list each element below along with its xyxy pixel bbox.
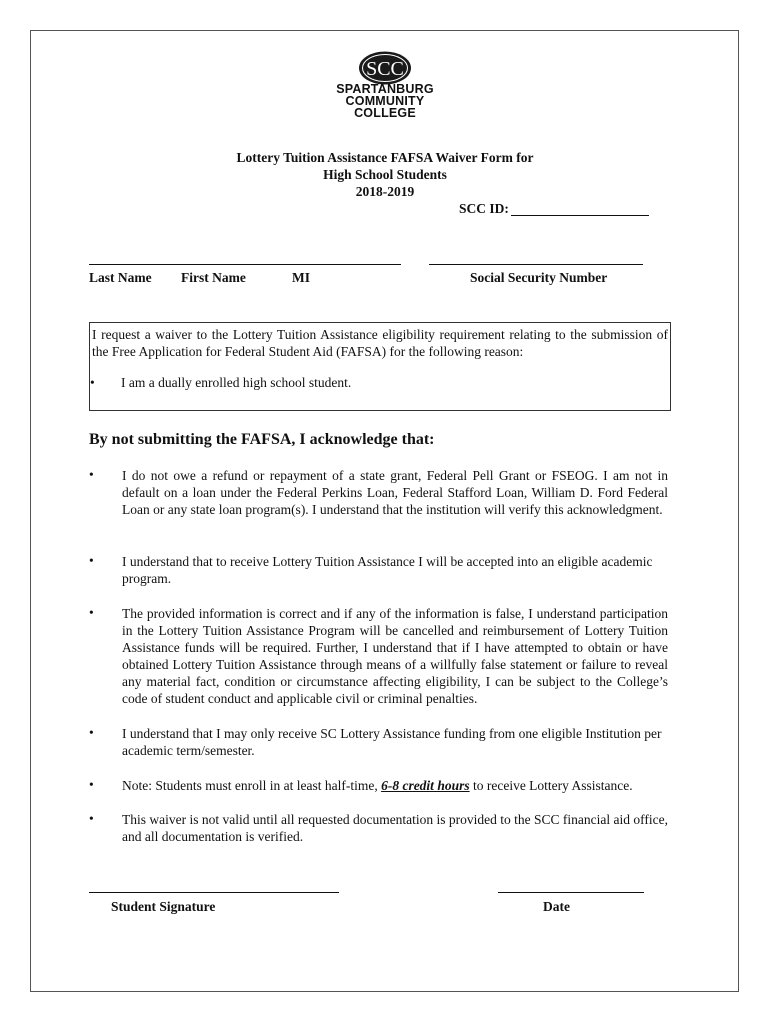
ssn-label: Social Security Number — [470, 270, 608, 285]
acknowledge-note — [122, 777, 668, 794]
bullet-icon: • — [89, 605, 94, 620]
acknowledge-item-2: I understand that to receive Lottery Tuition Assistance I will be accepted into an eligible academic program. — [122, 554, 653, 586]
bullet-icon: • — [90, 375, 95, 390]
mi-label: MI — [292, 270, 310, 285]
first-name-label: First Name — [181, 270, 246, 285]
form-title-line-1: Lottery Tuition Assistance FAFSA Waiver Form for — [236, 150, 534, 165]
acknowledge-item-4: I understand that I may only receive SC Lottery Assistance funding from one eligible Institution per academic term/semester. — [122, 726, 662, 758]
logo-line-2: COMMUNITY — [345, 94, 425, 108]
acknowledge-heading: By not submitting the FAFSA, I acknowledge that: — [89, 431, 435, 448]
form-title-line-2: High School Students — [323, 167, 447, 182]
ssn-field-line[interactable] — [429, 264, 643, 265]
logo-line-3: COLLEGE — [354, 106, 416, 120]
form-title-line-3: 2018-2019 — [355, 184, 415, 199]
scc-id-field[interactable] — [511, 215, 649, 216]
date-line[interactable] — [498, 892, 644, 893]
scc-id-label: SCC ID: — [459, 201, 509, 216]
bullet-icon: • — [89, 467, 94, 482]
acknowledge-item-3: The provided information is correct and if any of the information is false, I understand participation in the Lottery Tuition Assistance Program will be cancelled and reimbursement of Lottery Tuition Assistance funds will be required. Further, I understand that if I have attempted to obtain or have obtained Lottery Tuition Assistance through means of a willfully false statement or failure to reveal any material fact, condition or circumstance affecting eligibility, I can be subject to the College’s code of student conduct and applicable civil or criminal penalties. — [122, 606, 668, 706]
svg-text:SCC: SCC — [366, 58, 404, 80]
note-prefix: Note: Students must enroll in at least half-time, — [122, 778, 382, 793]
bullet-icon: • — [89, 725, 94, 740]
waiver-request-text: I request a waiver to the Lottery Tuition Assistance eligibility requirement relating to the submission of the Free Application for Federal Student Aid (FAFSA) for the following reason: — [92, 327, 668, 359]
bullet-icon: • — [89, 553, 94, 568]
waiver-reason: I am a dually enrolled high school student. — [121, 375, 352, 390]
student-signature-label: Student Signature — [111, 899, 216, 914]
scc-monogram-icon — [325, 50, 445, 86]
note-suffix: to receive Lottery Assistance. — [469, 778, 633, 793]
bullet-icon: • — [89, 811, 94, 826]
logo-line-1: SPARTANBURG — [336, 82, 434, 96]
acknowledge-item-5: This waiver is not valid until all requested documentation is provided to the SCC financial aid office, and all documentation is verified. — [122, 812, 669, 844]
acknowledge-item-1: I do not owe a refund or repayment of a state grant, Federal Pell Grant or FSEOG. I am not in default on a loan under the Federal Perkins Loan, Federal Stafford Loan, William D. Ford Federal Loan or any state loan program(s). I understand that the institution will verify this acknowledgment. — [122, 468, 668, 517]
student-signature-line[interactable] — [89, 892, 339, 893]
name-field-line[interactable] — [89, 264, 401, 265]
bullet-icon: • — [89, 777, 94, 792]
date-label: Date — [543, 899, 570, 914]
last-name-label: Last Name — [89, 270, 152, 285]
waiver-request-box — [89, 322, 671, 411]
logo-wordmark — [325, 83, 445, 119]
note-credit-hours: 6-8 credit hours — [381, 778, 470, 793]
